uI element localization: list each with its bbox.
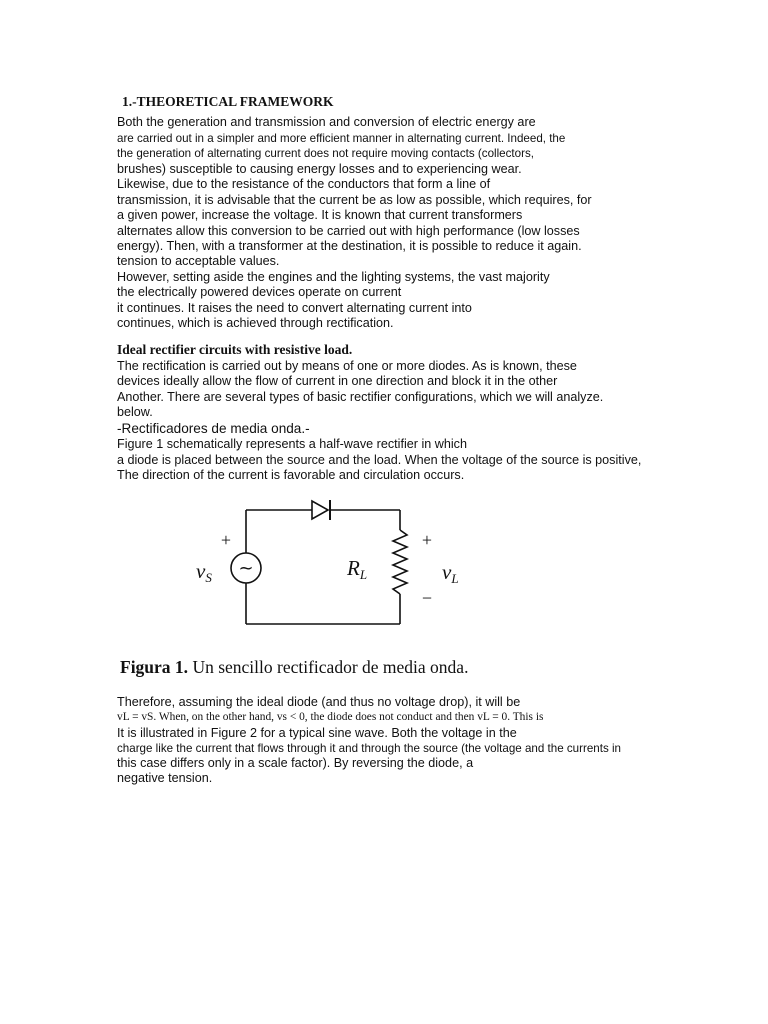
paragraph-line: a diode is placed between the source and the load. When the voltage of the source is positive, — [117, 453, 642, 467]
subsection-title: -Rectificadores de media onda.- — [117, 421, 310, 436]
diode-icon — [312, 500, 330, 520]
resistor-icon — [393, 530, 407, 594]
paragraph-line: it continues. It raises the need to convert alternating current into — [117, 301, 472, 315]
paragraph-line: the electrically powered devices operate on current — [117, 285, 402, 299]
section-heading: 1.-THEORETICAL FRAMEWORK — [122, 94, 334, 109]
load-voltage-label: vL — [442, 560, 459, 586]
paragraph-line: Another. There are several types of basic rectifier configurations, which we will analyze. — [117, 390, 604, 404]
source-tilde: ~ — [238, 558, 254, 579]
paragraph-line: Likewise, due to the resistance of the conductors that form a line of — [117, 177, 491, 191]
paragraph-line: alternates allow this conversion to be carried out with high performance (low losses — [117, 224, 580, 238]
paragraph-line: a given power, increase the voltage. It is known that current transformers — [117, 208, 523, 222]
paragraph-line: energy). Then, with a transformer at the destination, it is possible to reduce it again. — [117, 239, 582, 253]
subheading: Ideal rectifier circuits with resistive load. — [117, 342, 353, 357]
paragraph-line: Both the generation and transmission and conversion of electric energy are — [117, 115, 536, 129]
paragraph-line: continues, which is achieved through rectification. — [117, 316, 394, 330]
paragraph-line: The direction of the current is favorable and circulation occurs. — [117, 468, 465, 482]
load-minus-sign: − — [421, 588, 433, 608]
paragraph-line: the generation of alternating current does not require moving contacts (collectors, — [117, 147, 534, 160]
rectifier-circuit-diagram — [185, 488, 485, 638]
paragraph-line: The rectification is carried out by means of one or more diodes. As is known, these — [117, 359, 577, 373]
paragraph-line: vL = vS. When, on the other hand, vs < 0, the diode does not conduct and then vL = 0. This is — [117, 711, 544, 723]
paragraph-line: Figure 1 schematically represents a half-wave rectifier in which — [117, 437, 467, 451]
figure-caption — [120, 657, 468, 678]
paragraph-line: However, setting aside the engines and the lighting systems, the vast majority — [117, 270, 550, 284]
paragraph-line: transmission, it is advisable that the current be as low as possible, which requires, for — [117, 193, 592, 207]
paragraph-line: are carried out in a simpler and more efficient manner in alternating current. Indeed, the — [117, 132, 566, 145]
paragraph-line: below. — [117, 405, 153, 419]
load-plus-sign: + — [421, 530, 433, 550]
source-plus-sign: + — [220, 530, 232, 550]
source-voltage-label: vS — [196, 559, 212, 585]
paragraph-line: Therefore, assuming the ideal diode (and thus no voltage drop), it will be — [117, 695, 521, 709]
paragraph-line: negative tension. — [117, 771, 213, 785]
paragraph-line: devices ideally allow the flow of current in one direction and block it in the other — [117, 374, 558, 388]
figure-caption-text: Un sencillo rectificador de media onda. — [192, 657, 469, 677]
resistor-label: RL — [347, 556, 368, 582]
paragraph-line: charge like the current that flows through it and through the source (the voltage and the currents in — [117, 742, 621, 755]
paragraph-line: It is illustrated in Figure 2 for a typical sine wave. Both the voltage in the — [117, 726, 517, 740]
paragraph-line: brushes) susceptible to causing energy losses and to experiencing wear. — [117, 162, 522, 176]
paragraph-line: this case differs only in a scale factor). By reversing the diode, a — [117, 756, 474, 770]
paragraph-line: tension to acceptable values. — [117, 254, 280, 268]
figure-caption-prefix: Figura 1. — [120, 657, 189, 677]
